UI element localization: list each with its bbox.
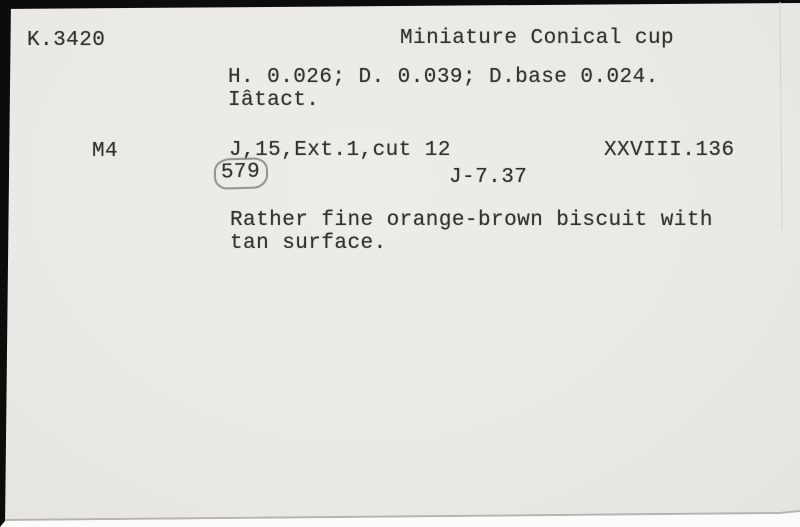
- plate-reference: XXVIII.136: [604, 139, 735, 162]
- grid-reference: M4: [92, 140, 119, 163]
- description-line-1: Rather fine orange-brown biscuit with: [230, 209, 713, 232]
- dimensions-line: H. 0.026; D. 0.039; D.base 0.024.: [228, 66, 659, 89]
- findspot-line: J,15,Ext.1,cut 12: [229, 139, 451, 162]
- pencil-circle: [214, 157, 269, 189]
- circled-number: 579: [220, 160, 261, 185]
- condition-line: Iâtact.: [228, 89, 320, 112]
- description-line-2: tan surface.: [230, 232, 387, 255]
- card-title: Miniature Conical cup: [400, 27, 675, 50]
- level-reference: J-7.37: [449, 166, 528, 189]
- catalog-number: K.3420: [27, 29, 106, 52]
